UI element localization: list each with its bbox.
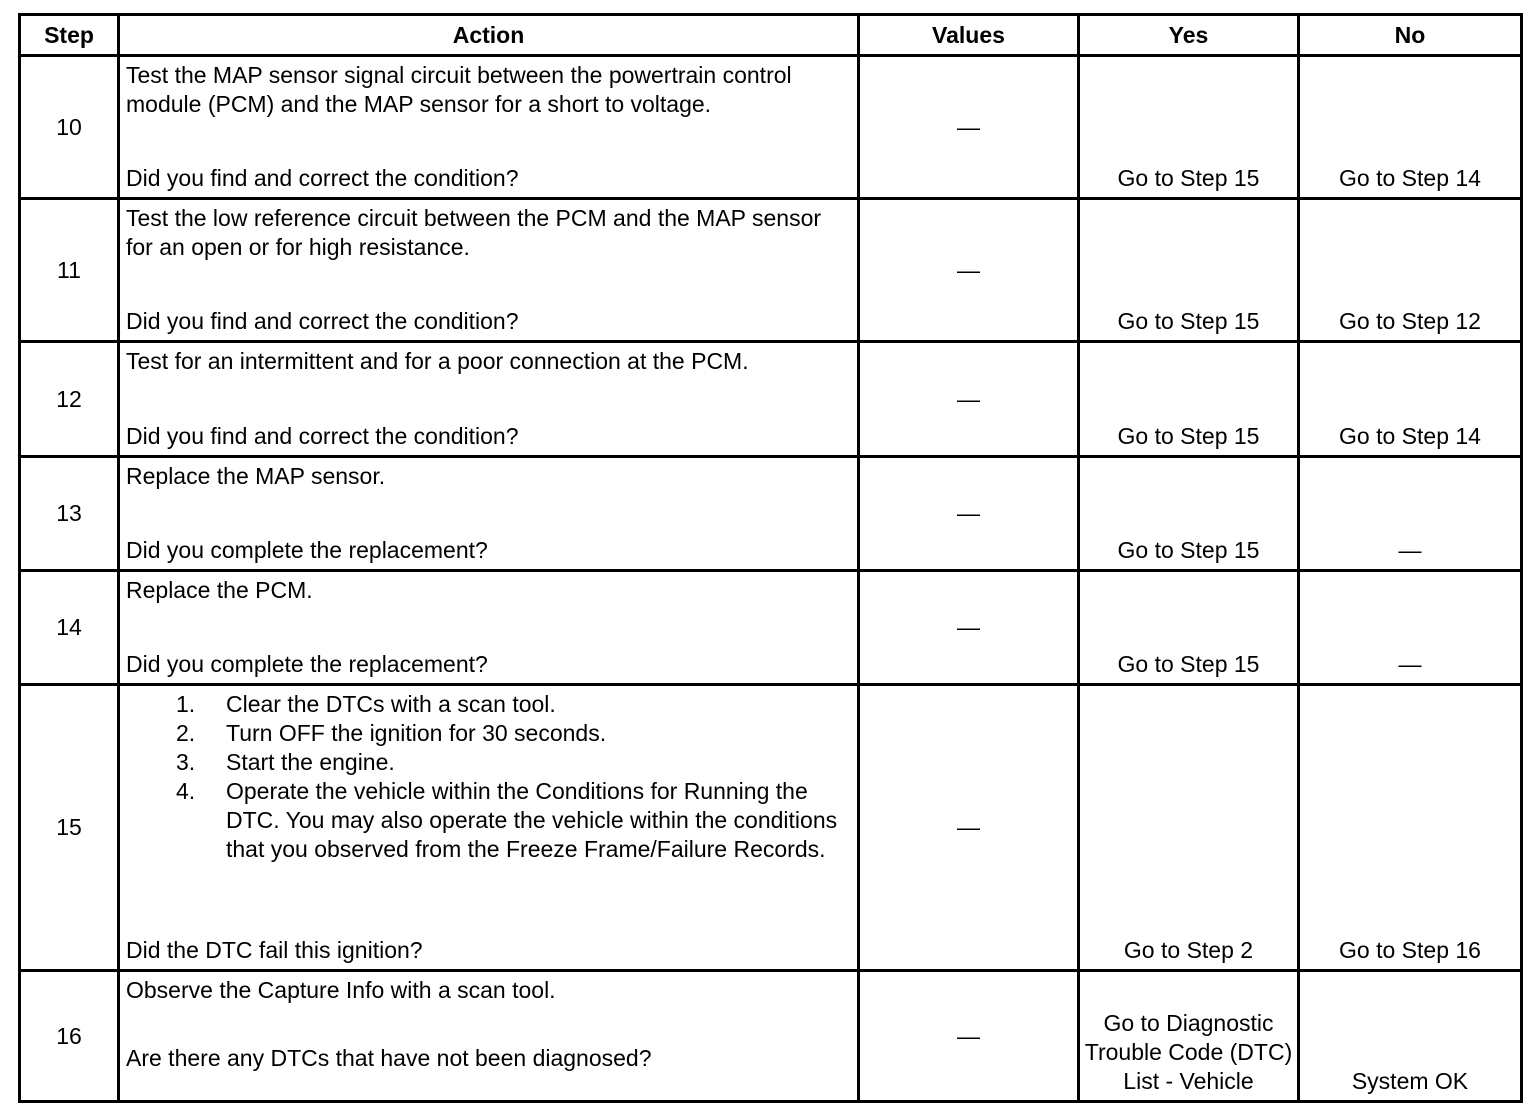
- values-cell: —: [859, 199, 1079, 342]
- action-text: Replace the PCM.: [126, 577, 313, 603]
- step-number: 16: [20, 971, 119, 1102]
- values-cell: —: [859, 571, 1079, 685]
- list-item-text: Start the engine.: [226, 749, 395, 775]
- no-link[interactable]: Go to Step 14: [1299, 56, 1522, 199]
- step-number: 14: [20, 571, 119, 685]
- action-cell: [119, 971, 859, 1102]
- yes-link[interactable]: Go to Step 15: [1079, 457, 1299, 571]
- action-text: Observe the Capture Info with a scan tool.: [126, 977, 556, 1003]
- action-cell: [119, 199, 859, 342]
- values-cell: —: [859, 457, 1079, 571]
- action-question: Did you find and correct the condition?: [126, 165, 519, 191]
- table-row: [20, 971, 1522, 1102]
- no-value: System OK: [1299, 971, 1522, 1102]
- values-cell: —: [859, 971, 1079, 1102]
- step-number: 13: [20, 457, 119, 571]
- action-cell: [119, 571, 859, 685]
- step-number: 11: [20, 199, 119, 342]
- header-no: No: [1299, 15, 1522, 56]
- list-item-number: 1.: [176, 691, 196, 717]
- action-text: Test for an intermittent and for a poor connection at the PCM.: [126, 348, 749, 374]
- list-item: [176, 777, 851, 864]
- yes-link[interactable]: Go to Step 15: [1079, 56, 1299, 199]
- table-row: [20, 56, 1522, 199]
- yes-link[interactable]: Go to Step 2: [1079, 685, 1299, 971]
- header-row: [20, 15, 1522, 56]
- no-link[interactable]: Go to Step 12: [1299, 199, 1522, 342]
- table-row: [20, 571, 1522, 685]
- step-number: 12: [20, 342, 119, 457]
- diagnostic-table: [18, 13, 1523, 1103]
- list-item: [176, 719, 851, 748]
- no-value: —: [1299, 571, 1522, 685]
- action-question: Are there any DTCs that have not been diagnosed?: [126, 1045, 652, 1071]
- action-text: Test the low reference circuit between the PCM and the MAP sensor for an open or for high resistance.: [126, 205, 822, 260]
- action-cell: [119, 342, 859, 457]
- values-cell: —: [859, 342, 1079, 457]
- procedure-list: [126, 690, 851, 864]
- action-text: Test the MAP sensor signal circuit between the powertrain control module (PCM) and the MAP sensor for a short to voltage.: [126, 62, 792, 117]
- yes-link[interactable]: Go to Step 15: [1079, 571, 1299, 685]
- yes-link[interactable]: Go to Diagnostic Trouble Code (DTC) List - Vehicle: [1079, 971, 1299, 1102]
- action-question: Did you find and correct the condition?: [126, 423, 519, 449]
- action-text: Replace the MAP sensor.: [126, 463, 386, 489]
- action-cell: [119, 56, 859, 199]
- list-item-text: Operate the vehicle within the Conditions for Running the DTC. You may also operate the vehicle within the conditions that you observed from the Freeze Frame/Failure Records.: [226, 778, 838, 862]
- list-item: [176, 690, 851, 719]
- list-item-number: 4.: [176, 778, 196, 804]
- action-cell: [119, 685, 859, 971]
- list-item-number: 3.: [176, 749, 196, 775]
- action-question: Did you find and correct the condition?: [126, 308, 519, 334]
- header-yes: Yes: [1079, 15, 1299, 56]
- yes-link[interactable]: Go to Step 15: [1079, 199, 1299, 342]
- header-action: Action: [119, 15, 859, 56]
- step-number: 15: [20, 685, 119, 971]
- table-row: [20, 685, 1522, 971]
- list-item-text: Clear the DTCs with a scan tool.: [226, 691, 556, 717]
- no-link[interactable]: Go to Step 14: [1299, 342, 1522, 457]
- values-cell: —: [859, 685, 1079, 971]
- action-question: Did the DTC fail this ignition?: [126, 937, 423, 963]
- list-item-number: 2.: [176, 720, 196, 746]
- table-row: [20, 457, 1522, 571]
- list-item: [176, 748, 851, 777]
- yes-link[interactable]: Go to Step 15: [1079, 342, 1299, 457]
- header-values: Values: [859, 15, 1079, 56]
- no-value: —: [1299, 457, 1522, 571]
- action-question: Did you complete the replacement?: [126, 651, 488, 677]
- table-row: [20, 342, 1522, 457]
- action-question: Did you complete the replacement?: [126, 537, 488, 563]
- table-row: [20, 199, 1522, 342]
- list-item-text: Turn OFF the ignition for 30 seconds.: [226, 720, 607, 746]
- values-cell: —: [859, 56, 1079, 199]
- action-cell: [119, 457, 859, 571]
- step-number: 10: [20, 56, 119, 199]
- header-step: Step: [20, 15, 119, 56]
- no-link[interactable]: Go to Step 16: [1299, 685, 1522, 971]
